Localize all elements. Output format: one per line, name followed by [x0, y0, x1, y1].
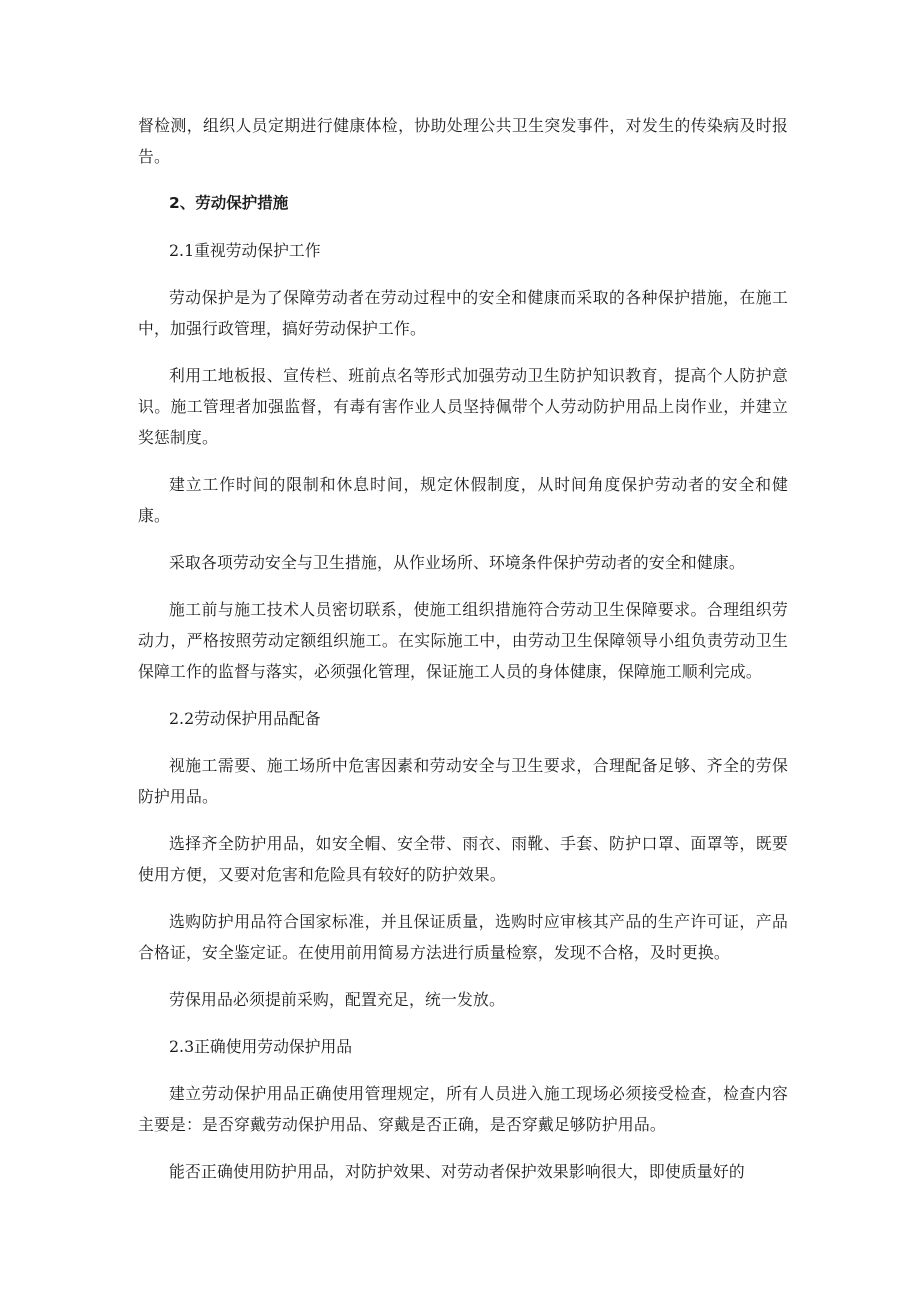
paragraph-2-2-2: 选择齐全防护用品，如安全帽、安全带、雨衣、雨靴、手套、防护口罩、面罩等，既要使用方便，又要对危害和危险具有较好的防护效果。 — [138, 834, 788, 884]
subsection-heading-2-3: 2.3正确使用劳动保护用品 — [169, 1037, 353, 1056]
paragraph-2-2-1: 视施工需要、施工场所中危害因素和劳动安全与卫生要求，合理配备足够、齐全的劳保防护用品。 — [138, 756, 788, 806]
paragraph-2-1-5: 施工前与施工技术人员密切联系，使施工组织措施符合劳动卫生保障要求。合理组织劳动力，严格按照劳动定额组织施工。在实际施工中，由劳动卫生保障领导小组负责劳动卫生保障工作的监督与落实，必须强化管理，保证施工人员的身体健康，保障施工顺利完成。 — [138, 600, 788, 681]
subsection-heading-2-1: 2.1重视劳动保护工作 — [169, 241, 321, 260]
paragraph-2-1-1: 劳动保护是为了保障劳动者在劳动过程中的安全和健康而采取的各种保护措施，在施工中，加强行政管理，搞好劳动保护工作。 — [138, 288, 788, 338]
paragraph-2-1-3: 建立工作时间的限制和休息时间，规定休假制度，从时间角度保护劳动者的安全和健康。 — [138, 475, 788, 525]
paragraph-2-1-4: 采取各项劳动安全与卫生措施，从作业场所、环境条件保护劳动者的安全和健康。 — [169, 553, 745, 572]
subsection-heading-2-2: 2.2劳动保护用品配备 — [169, 709, 321, 728]
paragraph-continued: 督检测，组织人员定期进行健康体检，协助处理公共卫生突发事件，对发生的传染病及时报告。 — [138, 116, 788, 166]
section-heading-2: 2、劳动保护措施 — [169, 194, 289, 212]
document-page — [138, 110, 788, 1203]
paragraph-2-1-2: 利用工地板报、宣传栏、班前点名等形式加强劳动卫生防护知识教育，提高个人防护意识。施工管理者加强监督，有毒有害作业人员坚持佩带个人劳动防护用品上岗作业，并建立奖惩制度。 — [138, 366, 788, 447]
paragraph-2-2-3: 选购防护用品符合国家标准，并且保证质量，选购时应审核其产品的生产许可证，产品合格证，安全鉴定证。在使用前用简易方法进行质量检察，发现不合格，及时更换。 — [138, 912, 788, 962]
paragraph-2-3-2: 能否正确使用防护用品，对防护效果、对劳动者保护效果影响很大，即使质量好的 — [169, 1162, 745, 1181]
paragraph-2-3-1: 建立劳动保护用品正确使用管理规定，所有人员进入施工现场必须接受检查，检查内容主要是：是否穿戴劳动保护用品、穿戴是否正确，是否穿戴足够防护用品。 — [138, 1084, 788, 1134]
paragraph-2-2-4: 劳保用品必须提前采购，配置充足，统一发放。 — [169, 990, 505, 1009]
